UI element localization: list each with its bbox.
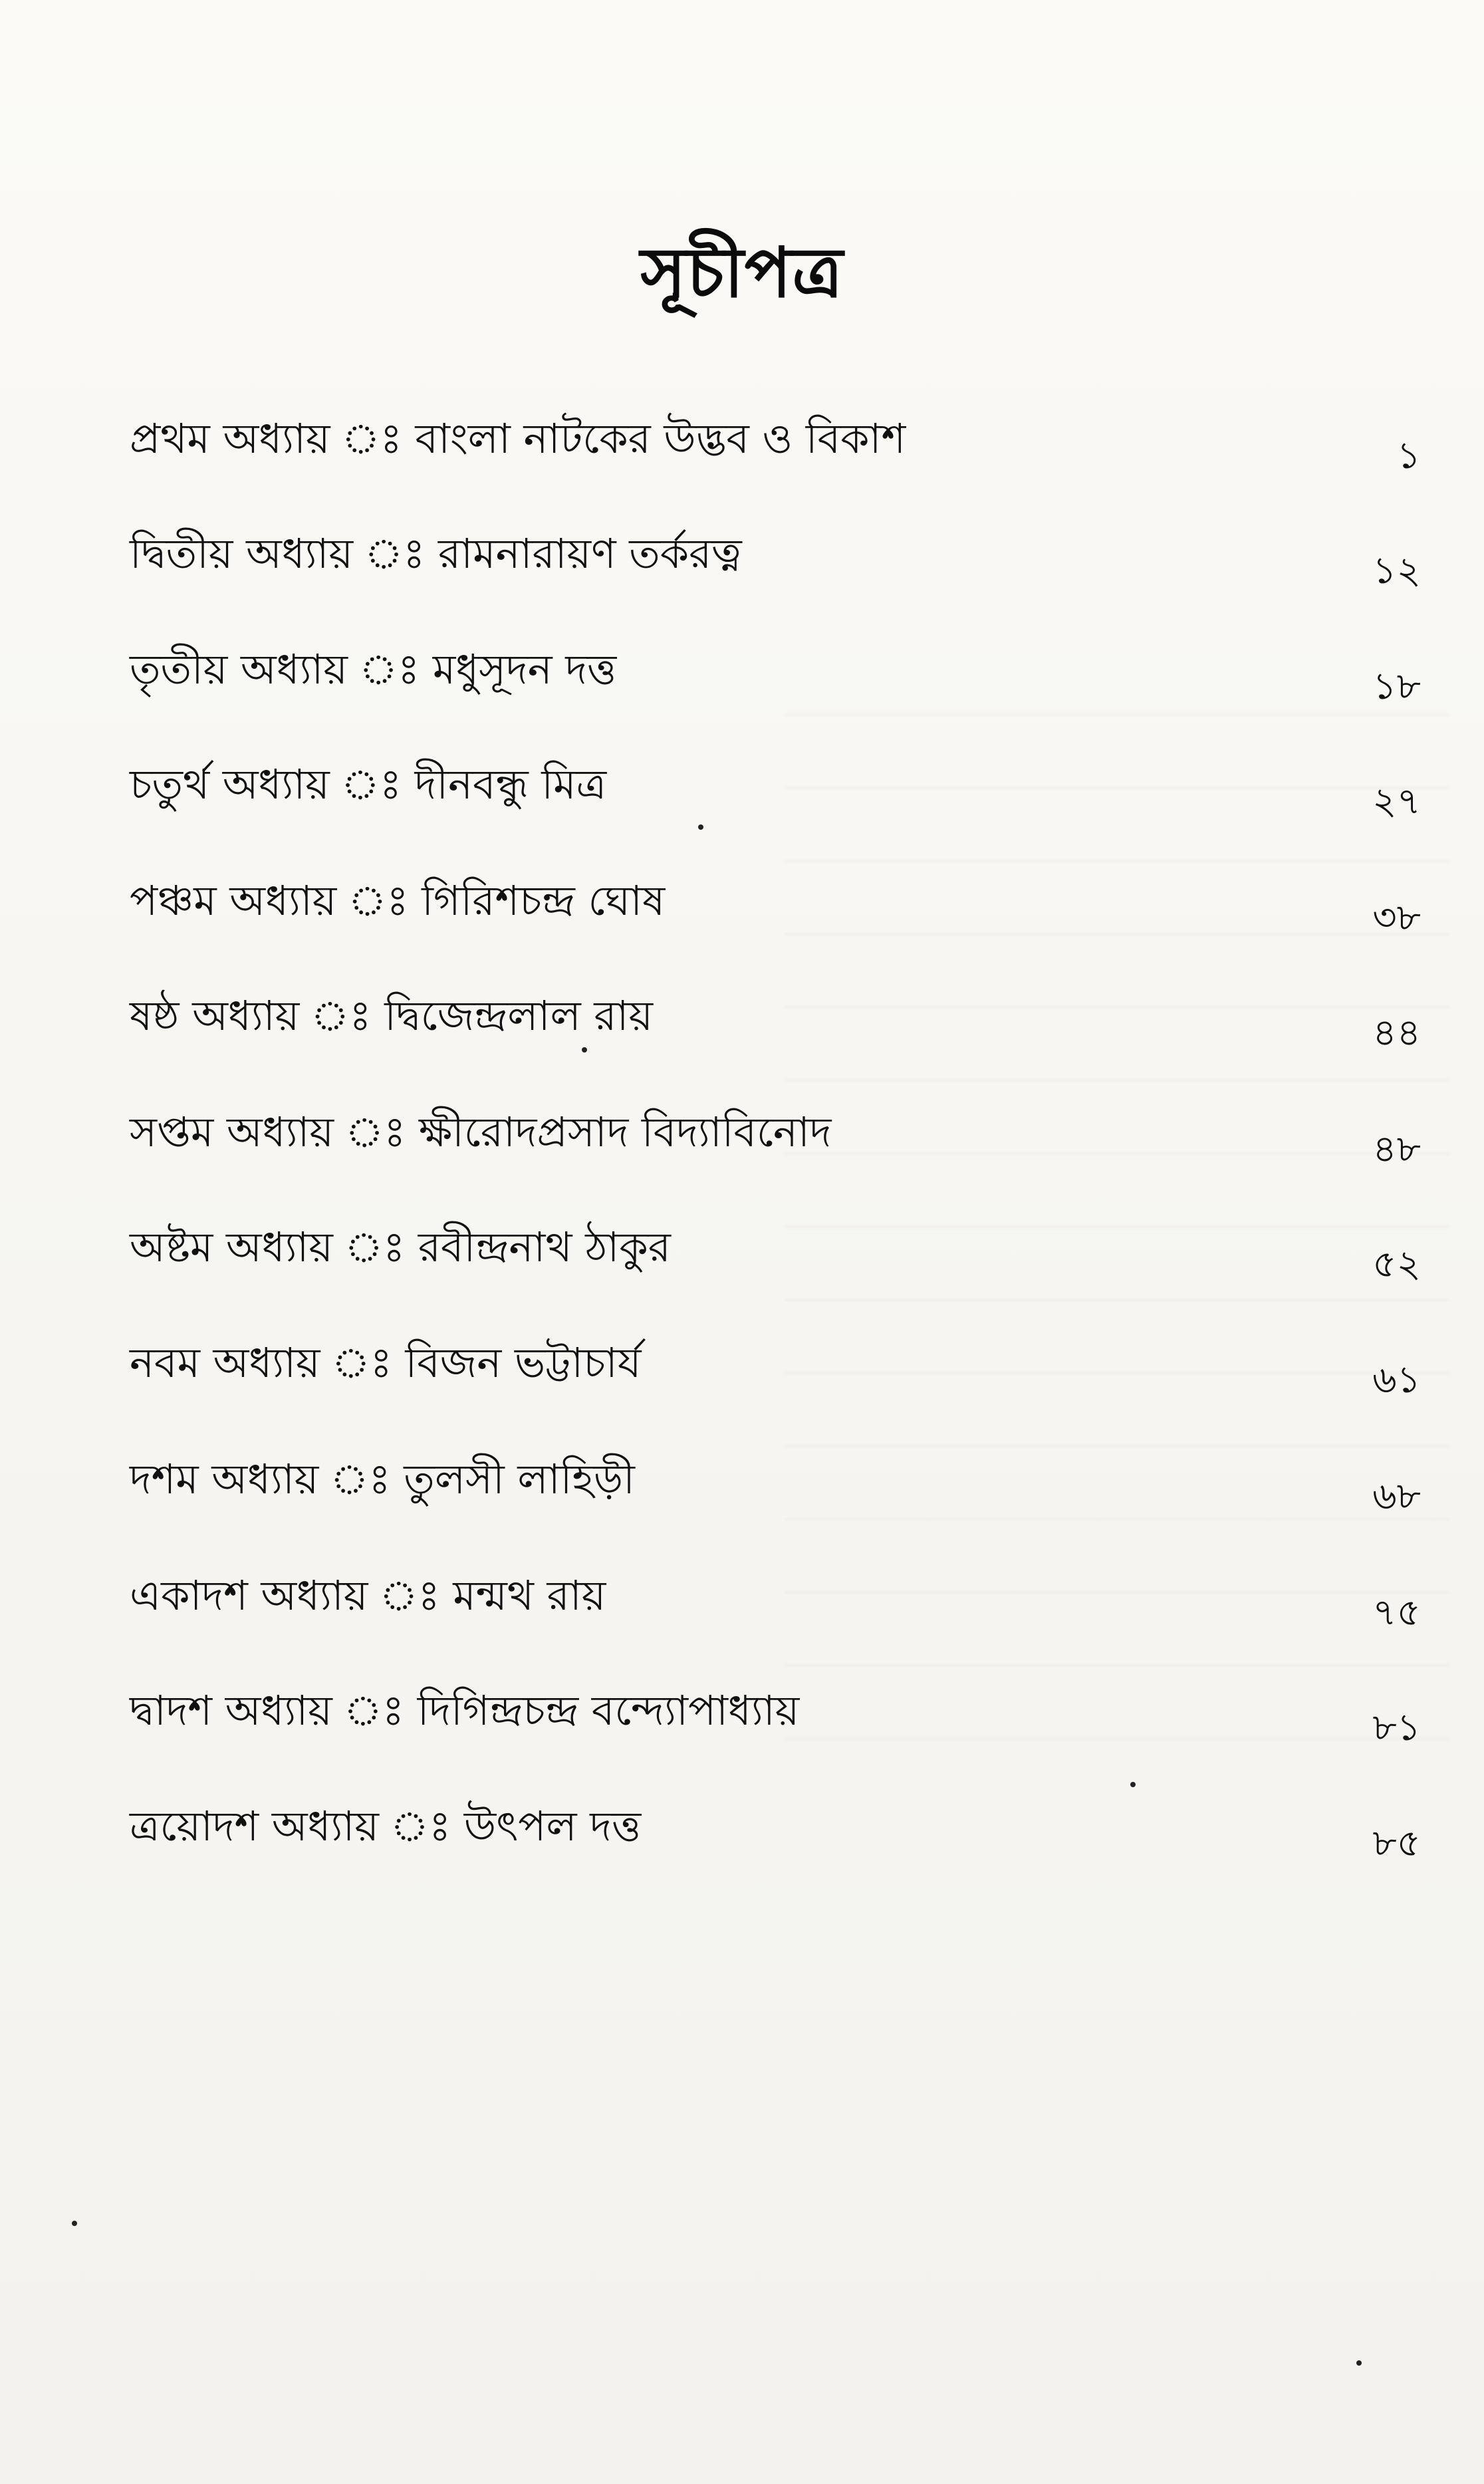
toc-entry (0, 409, 1484, 489)
toc-entry-page: ৮১ (1372, 1706, 1421, 1749)
toc-entry (0, 1797, 1484, 1876)
toc-entry-text: দ্বিতীয় অধ্যায় ঃ রামনারায়ণ তর্করত্ন (130, 529, 742, 578)
toc-entry-page: ৭৫ (1372, 1591, 1421, 1634)
toc-entry-text: সপ্তম অধ্যায় ঃ ক্ষীরোদপ্রসাদ বিদ্যাবিনোদ (130, 1108, 832, 1156)
toc-entry (0, 1566, 1484, 1646)
toc-entry-text: দশম অধ্যায় ঃ তুলসী লাহিড়ী (130, 1455, 635, 1503)
toc-entry (0, 1217, 1484, 1297)
print-speck (1356, 2360, 1362, 2366)
toc-entry-text: চতুর্থ অধ্যায় ঃ দীনবন্ধু মিত্র (130, 760, 607, 808)
toc-entry-text: ষষ্ঠ অধ্যায় ঃ দ্বিজেন্দ্রলাল রায় (130, 991, 653, 1040)
toc-entry (0, 1102, 1484, 1182)
toc-entry-text: দ্বাদশ অধ্যায় ঃ দিগিন্দ্রচন্দ্র বন্দ্যোপাধ্যায় (130, 1686, 800, 1735)
toc-entry-page: ১২ (1372, 549, 1421, 592)
toc-entry-page: ১ (1396, 434, 1421, 477)
toc-entry-text: তৃতীয় অধ্যায় ঃ মধুসূদন দত্ত (130, 645, 617, 693)
toc-entry-page: ৪৪ (1372, 1011, 1421, 1055)
toc-entry-page: ১৮ (1372, 665, 1421, 708)
toc-entry-text: ত্রয়োদশ অধ্যায় ঃ উৎপল দত্ত (130, 1802, 642, 1850)
toc-entry-page: ২৭ (1372, 780, 1421, 823)
page-title: সূচীপত্র (640, 232, 844, 313)
toc-entry (0, 1449, 1484, 1529)
toc-entry-text: অষ্টম অধ্যায় ঃ রবীন্দ্রনাথ ঠাকুর (130, 1223, 671, 1271)
print-speck (698, 824, 703, 830)
toc-entry (0, 1333, 1484, 1413)
toc-entry-text: একাদশ অধ্যায় ঃ মন্মথ রায় (130, 1571, 606, 1620)
toc-entry-text: প্রথম অধ্যায় ঃ বাংলা নাটকের উদ্ভব ও বিকাশ (130, 414, 906, 463)
toc-entry-page: ৬৮ (1372, 1475, 1421, 1518)
toc-entry-text: নবম অধ্যায় ঃ বিজন ভট্টাচার্য (130, 1338, 642, 1387)
toc-entry-page: ৫২ (1372, 1243, 1421, 1286)
toc-entry (0, 871, 1484, 951)
toc-entry-page: ৪৮ (1372, 1128, 1421, 1171)
print-speck (1130, 1782, 1136, 1787)
toc-entry-text: পঞ্চম অধ্যায় ঃ গিরিশচন্দ্র ঘোষ (130, 876, 666, 925)
toc-entry (0, 755, 1484, 834)
print-speck (72, 2221, 77, 2226)
print-speck (582, 1047, 587, 1053)
toc-entry-page: ৬১ (1372, 1358, 1421, 1402)
toc-entry-page: ৮৫ (1372, 1822, 1421, 1865)
toc-entry (0, 1681, 1484, 1761)
table-of-contents (0, 392, 1484, 1922)
toc-entry (0, 524, 1484, 604)
toc-entry (0, 986, 1484, 1066)
toc-entry-page: ৩৮ (1372, 896, 1421, 939)
toc-entry (0, 640, 1484, 719)
